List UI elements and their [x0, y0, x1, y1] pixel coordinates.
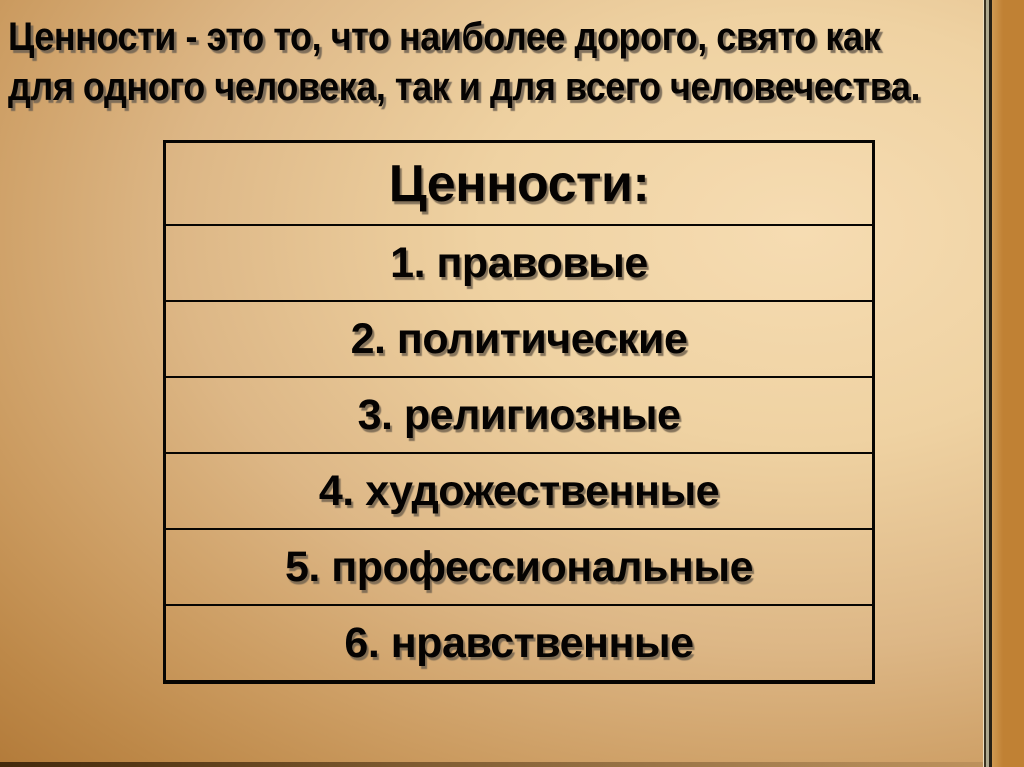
slide-title: [8, 12, 989, 112]
bottom-edge-shadow: [0, 762, 983, 767]
table-row-4: 4. художественные: [166, 452, 872, 528]
table-row-2: 2. политические: [166, 300, 872, 376]
table-row-5: 5. профессиональные: [166, 528, 872, 604]
right-edge-decoration: [983, 0, 1024, 767]
table-row-1: 1. правовые: [166, 224, 872, 300]
slide-title-line-1: Ценности - это то, что наиболее дорого, свято как: [8, 15, 881, 59]
table-row-3: 3. религиозные: [166, 376, 872, 452]
table-row-6: 6. нравственные: [166, 604, 872, 680]
slide-title-line-2: для одного человека, так и для всего человечества.: [8, 65, 921, 109]
values-table: [163, 140, 875, 684]
values-table-header: Ценности:: [388, 154, 650, 213]
